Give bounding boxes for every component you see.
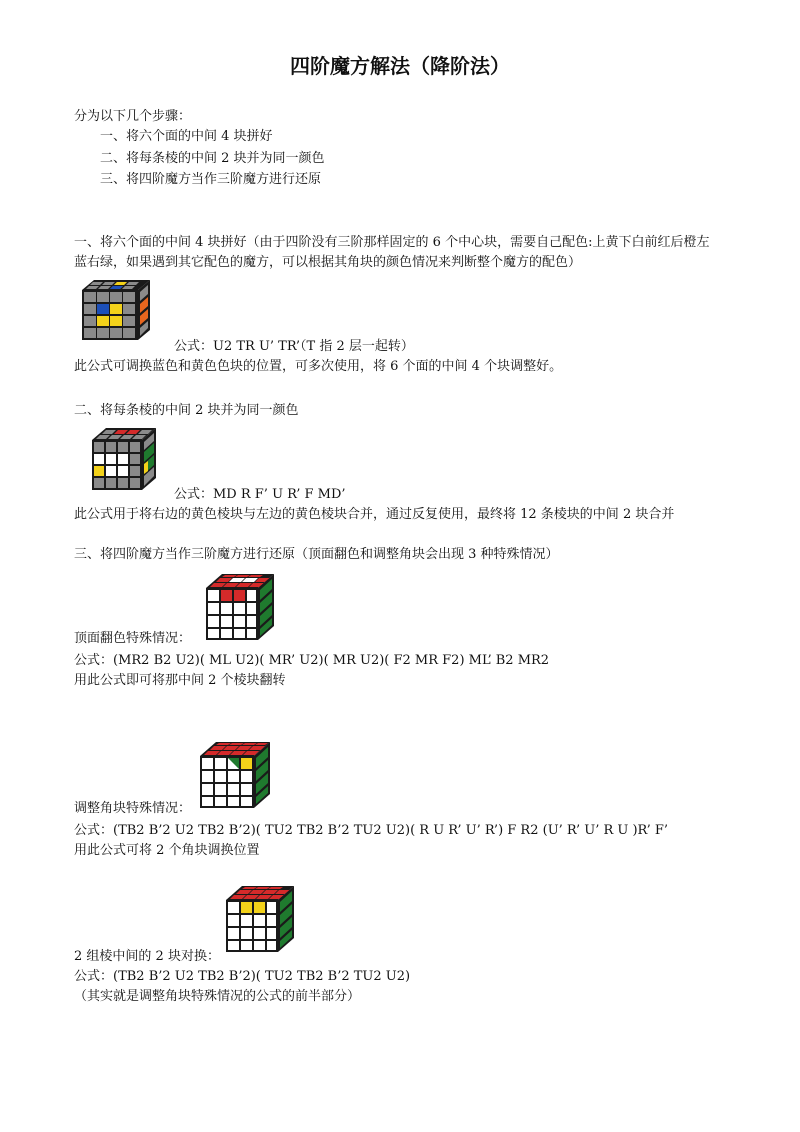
section1-note: 此公式可调换蓝色和黄色色块的位置，可多次使用，将 6 个面的中间 4 个块调整好。 [74, 359, 563, 374]
section3-heading: 三、将四阶魔方当作三阶魔方进行还原（顶面翻色和调整角块会出现 3 种特殊情况） [74, 547, 559, 562]
cube-image-3 [204, 572, 276, 642]
section1-formula: 公式：U2 TR U’ TR’（T 指 2 层一起转） [174, 339, 414, 354]
case2-formula: 公式：(TB2 B’2 U2 TB2 B’2)( TU2 TB2 B’2 TU2 U2)( R U R’ U’ R’) F R2 (U’ R’ U’ R U )R’ F’ [74, 823, 669, 838]
intro-heading: 分为以下几个步骤： [74, 109, 192, 124]
intro-step-2: 二、将每条棱的中间 2 块并为同一颜色 [100, 151, 325, 166]
section2-heading: 二、将每条棱的中间 2 块并为同一颜色 [74, 403, 299, 418]
cube-image-4 [198, 740, 272, 810]
case1-formula: 公式：(MR2 B2 U2)( ML U2)( MR’ U2)( MR U2)( F2 MR F2) ML’ B2 MR2 [74, 653, 550, 668]
cube-image-5 [224, 884, 296, 954]
case1-label: 顶面翻色特殊情况： [74, 631, 192, 646]
case1-note: 用此公式即可将那中间 2 个棱块翻转 [74, 673, 286, 688]
case3-label: 2 组棱中间的 2 块对换： [74, 949, 220, 964]
page-title: 四阶魔方解法（降阶法） [290, 54, 510, 78]
cube-image-2 [88, 426, 160, 492]
cube-image-1 [76, 278, 156, 342]
section2-note: 此公式用于将右边的黄色棱块与左边的黄色棱块合并，通过反复使用，最终将 12 条棱块的中间 2 块合并 [74, 507, 675, 522]
intro-step-1: 一、将六个面的中间 4 块拼好 [100, 129, 273, 144]
case2-note: 用此公式可将 2 个角块调换位置 [74, 843, 260, 858]
case3-note: （其实就是调整角块特殊情况的公式的前半部分） [74, 989, 361, 1004]
section1-text-line1: 一、将六个面的中间 4 块拼好（由于四阶没有三阶那样固定的 6 个中心块，需要自己配色:上黄下白前红后橙左 [74, 235, 710, 250]
section1-text-line2: 蓝右绿，如果遇到其它配色的魔方，可以根据其角块的颜色情况来判断整个魔方的配色） [74, 255, 582, 270]
case3-formula: 公式：(TB2 B’2 U2 TB2 B’2)( TU2 TB2 B’2 TU2 U2) [74, 969, 411, 984]
case2-label: 调整角块特殊情况： [74, 801, 192, 816]
intro-step-3: 三、将四阶魔方当作三阶魔方进行还原 [100, 172, 322, 187]
section2-formula: 公式：MD R F’ U R’ F MD’ [174, 487, 346, 502]
